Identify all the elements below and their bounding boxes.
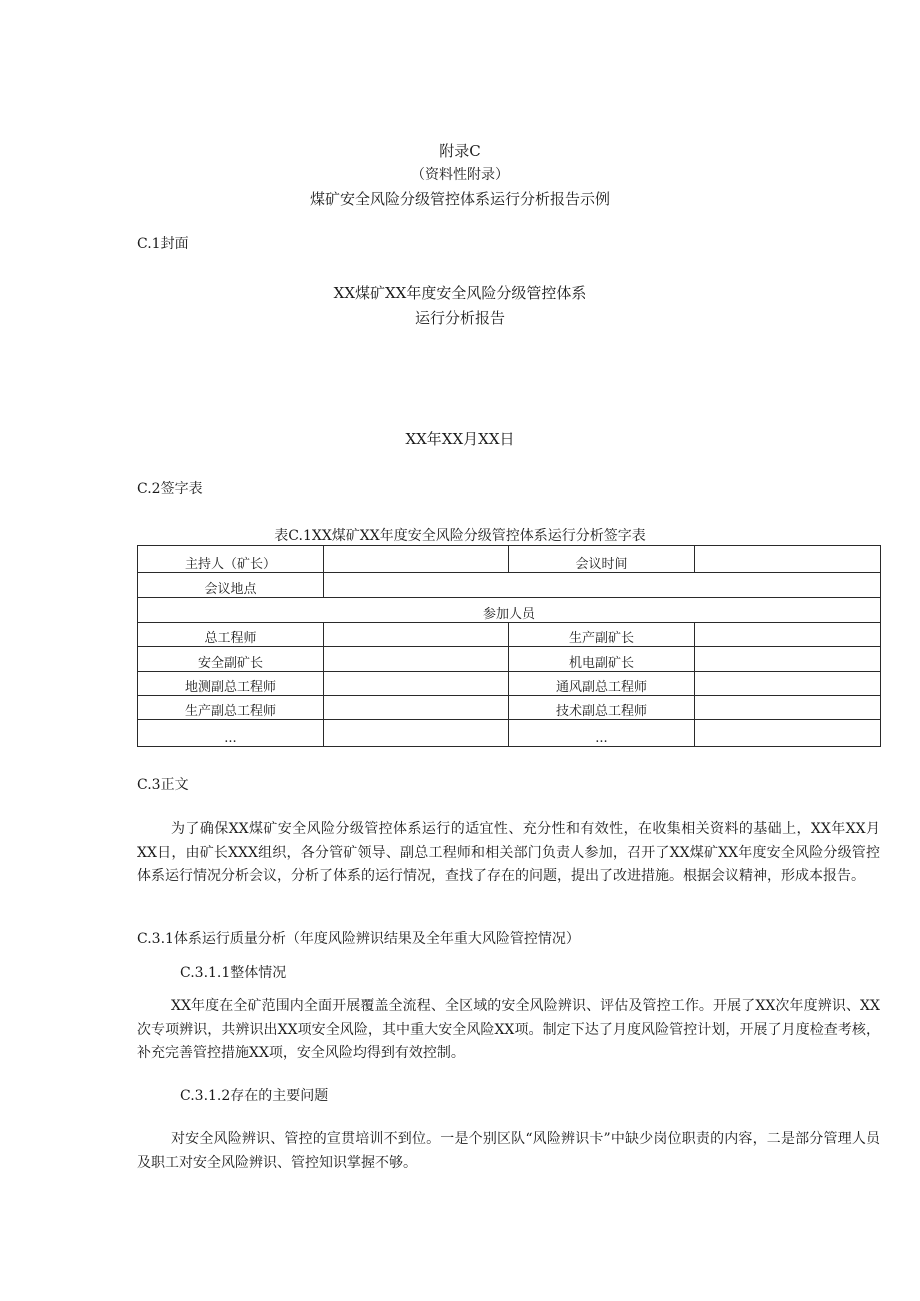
cell-signature[interactable] xyxy=(324,623,509,647)
cell-signature[interactable] xyxy=(324,696,509,720)
table-caption: 表C.1XX煤矿XX年度安全风险分级管控体系运行分析签字表 xyxy=(274,528,646,544)
cell-signature[interactable] xyxy=(695,696,881,720)
table-row xyxy=(138,647,881,672)
cell-signature[interactable] xyxy=(695,672,881,696)
cell-role-label: 安全副矿长 xyxy=(138,647,324,672)
intro-paragraph: 为了确保XX煤矿安全风险分级管控体系运行的适宜性、充分性和有效性，在收集相关资料的基础上，XX年XX月XX日，由矿长XXX组织，各分管矿领导、副总工程师和相关部门负责人参加，召开了XX煤矿XX年度安全风险分级管控体系运行情况分析会议，分析了体系的运行情况，查找了存在的问题，提出了改进措施。根据会议精神，形成本报告。 xyxy=(137,821,880,884)
cell-signature[interactable] xyxy=(695,647,881,672)
cell-signature[interactable] xyxy=(324,647,509,672)
cell-role-label: 生产副总工程师 xyxy=(138,696,324,720)
overall-situation-paragraph: XX年度在全矿范围内全面开展覆盖全流程、全区域的安全风险辨识、评估及管控工作。开展了XX次年度辨识、XX次专项辨识，共辨识出XX项安全风险，其中重大安全风险XX项。制定下达了月度风险管控计划，开展了月度检查考核，补充完善管控措施XX项，安全风险均得到有效控制。 xyxy=(137,998,880,1061)
table-row xyxy=(138,720,881,747)
cell-ellipsis: ... xyxy=(509,720,695,747)
table-row xyxy=(138,546,881,573)
table-row xyxy=(138,696,881,720)
cell-role-label: 地测副总工程师 xyxy=(138,672,324,696)
cell-host-label: 主持人（矿长） xyxy=(138,546,324,573)
cell-time-value[interactable] xyxy=(695,546,881,573)
table-row xyxy=(138,623,881,647)
cell-signature[interactable] xyxy=(695,623,881,647)
cover-title-line-2: 运行分析报告 xyxy=(414,309,505,327)
cell-role-label: 技术副总工程师 xyxy=(509,696,695,720)
cell-ellipsis: ... xyxy=(138,720,324,747)
cell-signature[interactable] xyxy=(324,720,509,747)
cell-role-label: 生产副矿长 xyxy=(509,623,695,647)
cell-role-label: 通风副总工程师 xyxy=(509,672,695,696)
cell-role-label: 机电副矿长 xyxy=(509,647,695,672)
section-c3-heading: C.3正文 xyxy=(137,777,189,793)
section-c312-heading: C.3.1.2存在的主要问题 xyxy=(180,1088,329,1104)
section-c31-heading: C.3.1体系运行质量分析（年度风险辨识结果及全年重大风险管控情况） xyxy=(137,931,580,947)
section-c311-heading: C.3.1.1整体情况 xyxy=(180,965,287,981)
cover-title-line-1: XX煤矿XX年度安全风险分级管控体系 xyxy=(333,284,587,302)
cell-location-value[interactable] xyxy=(324,573,881,598)
cell-role-label: 总工程师 xyxy=(138,623,324,647)
cell-signature[interactable] xyxy=(324,672,509,696)
cell-location-label: 会议地点 xyxy=(138,573,324,598)
document-title: 煤矿安全风险分级管控体系运行分析报告示例 xyxy=(309,190,610,208)
table-row xyxy=(138,672,881,696)
table-row xyxy=(138,573,881,598)
cell-host-value[interactable] xyxy=(324,546,509,573)
section-c1-heading: C.1封面 xyxy=(137,236,189,252)
main-problems-paragraph: 对安全风险辨识、管控的宣贯培训不到位。一是个别区队“风险辨识卡”中缺少岗位职责的内容，二是部分管理人员及职工对安全风险辨识、管控知识掌握不够。 xyxy=(137,1131,880,1171)
appendix-note: （资料性附录） xyxy=(411,167,509,183)
cell-signature[interactable] xyxy=(695,720,881,747)
section-c2-heading: C.2签字表 xyxy=(137,481,203,497)
cover-date: XX年XX月XX日 xyxy=(405,430,515,448)
cell-attendees-header: 参加人员 xyxy=(138,598,881,623)
cell-time-label: 会议时间 xyxy=(509,546,695,573)
appendix-label: 附录C xyxy=(439,142,481,160)
table-row xyxy=(138,598,881,623)
signature-table xyxy=(137,545,881,747)
